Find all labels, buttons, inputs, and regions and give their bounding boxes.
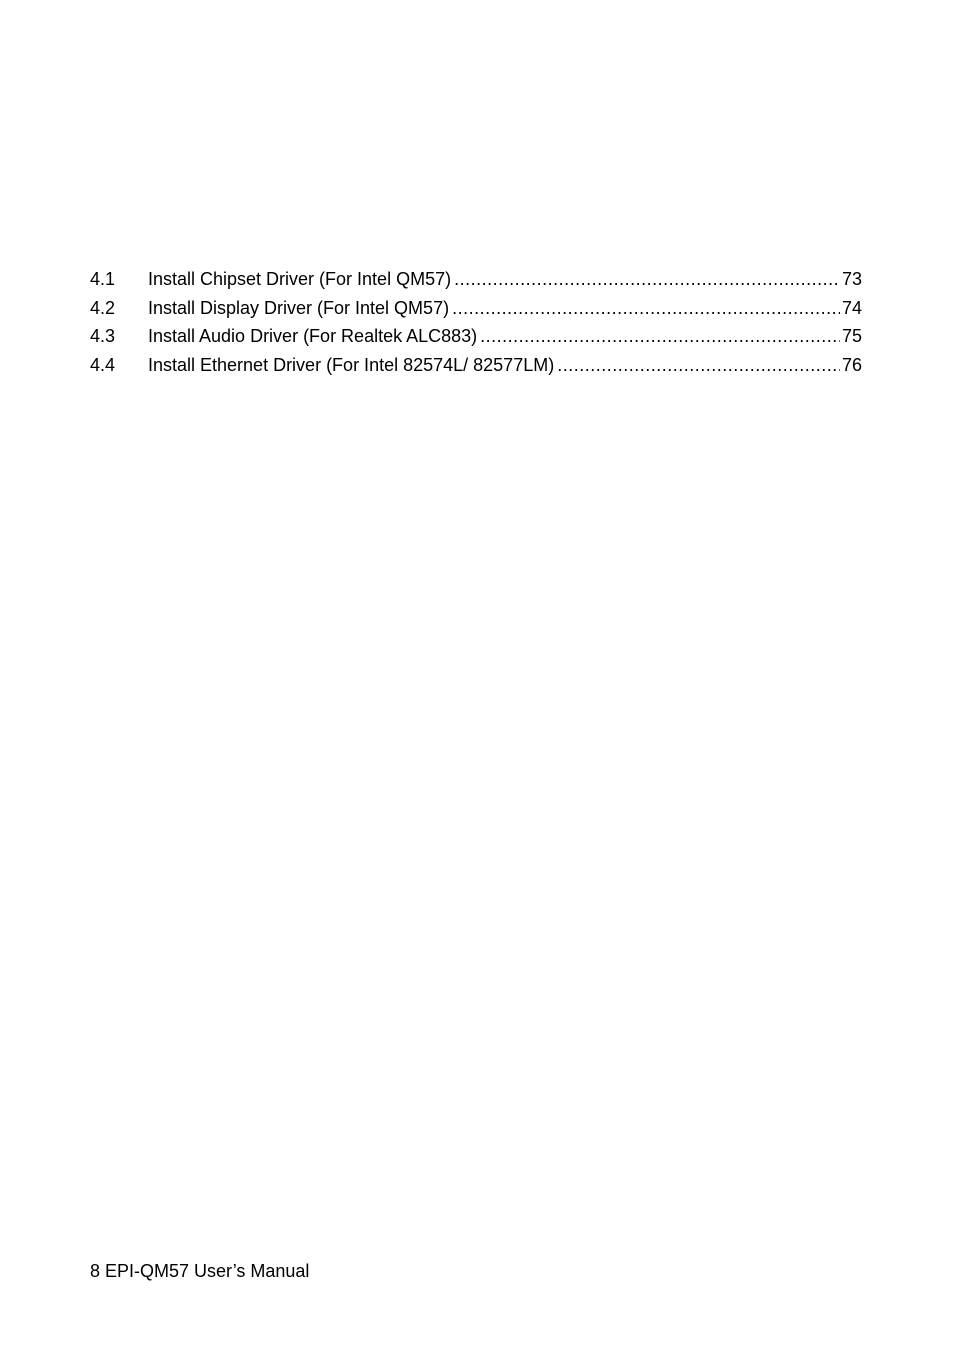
table-of-contents: [90, 265, 862, 380]
toc-entry-page: 73: [841, 269, 862, 289]
toc-dot-leader: [480, 322, 840, 351]
toc-entry-title: Install Audio Driver (For Realtek ALC883): [148, 326, 478, 347]
toc-entry-page: 74: [841, 297, 862, 318]
toc-dot-leader: [452, 294, 840, 323]
toc-entry-title: Install Display Driver (For Intel QM57): [148, 297, 450, 318]
toc-entry[interactable]: [90, 294, 862, 323]
toc-entry[interactable]: [90, 265, 862, 294]
toc-entry-number: 4.2: [90, 297, 116, 318]
toc-entry-page: 76: [841, 355, 862, 376]
toc-entry-title: Install Ethernet Driver (For Intel 82574L/ 82577LM): [148, 355, 555, 376]
toc-entry-title: Install Chipset Driver (For Intel QM57): [148, 269, 452, 289]
page-footer: 8 EPI-QM57 User’s Manual: [90, 1261, 310, 1281]
toc-entry-page: 75: [841, 326, 862, 347]
toc-dot-leader: [557, 351, 840, 380]
toc-entry[interactable]: [90, 351, 862, 380]
toc-dot-leader: [454, 265, 840, 294]
toc-entry-number: 4.1: [90, 269, 116, 289]
toc-entry-number: 4.3: [90, 326, 116, 347]
toc-entry[interactable]: [90, 322, 862, 351]
toc-entry-number: 4.4: [90, 355, 116, 376]
